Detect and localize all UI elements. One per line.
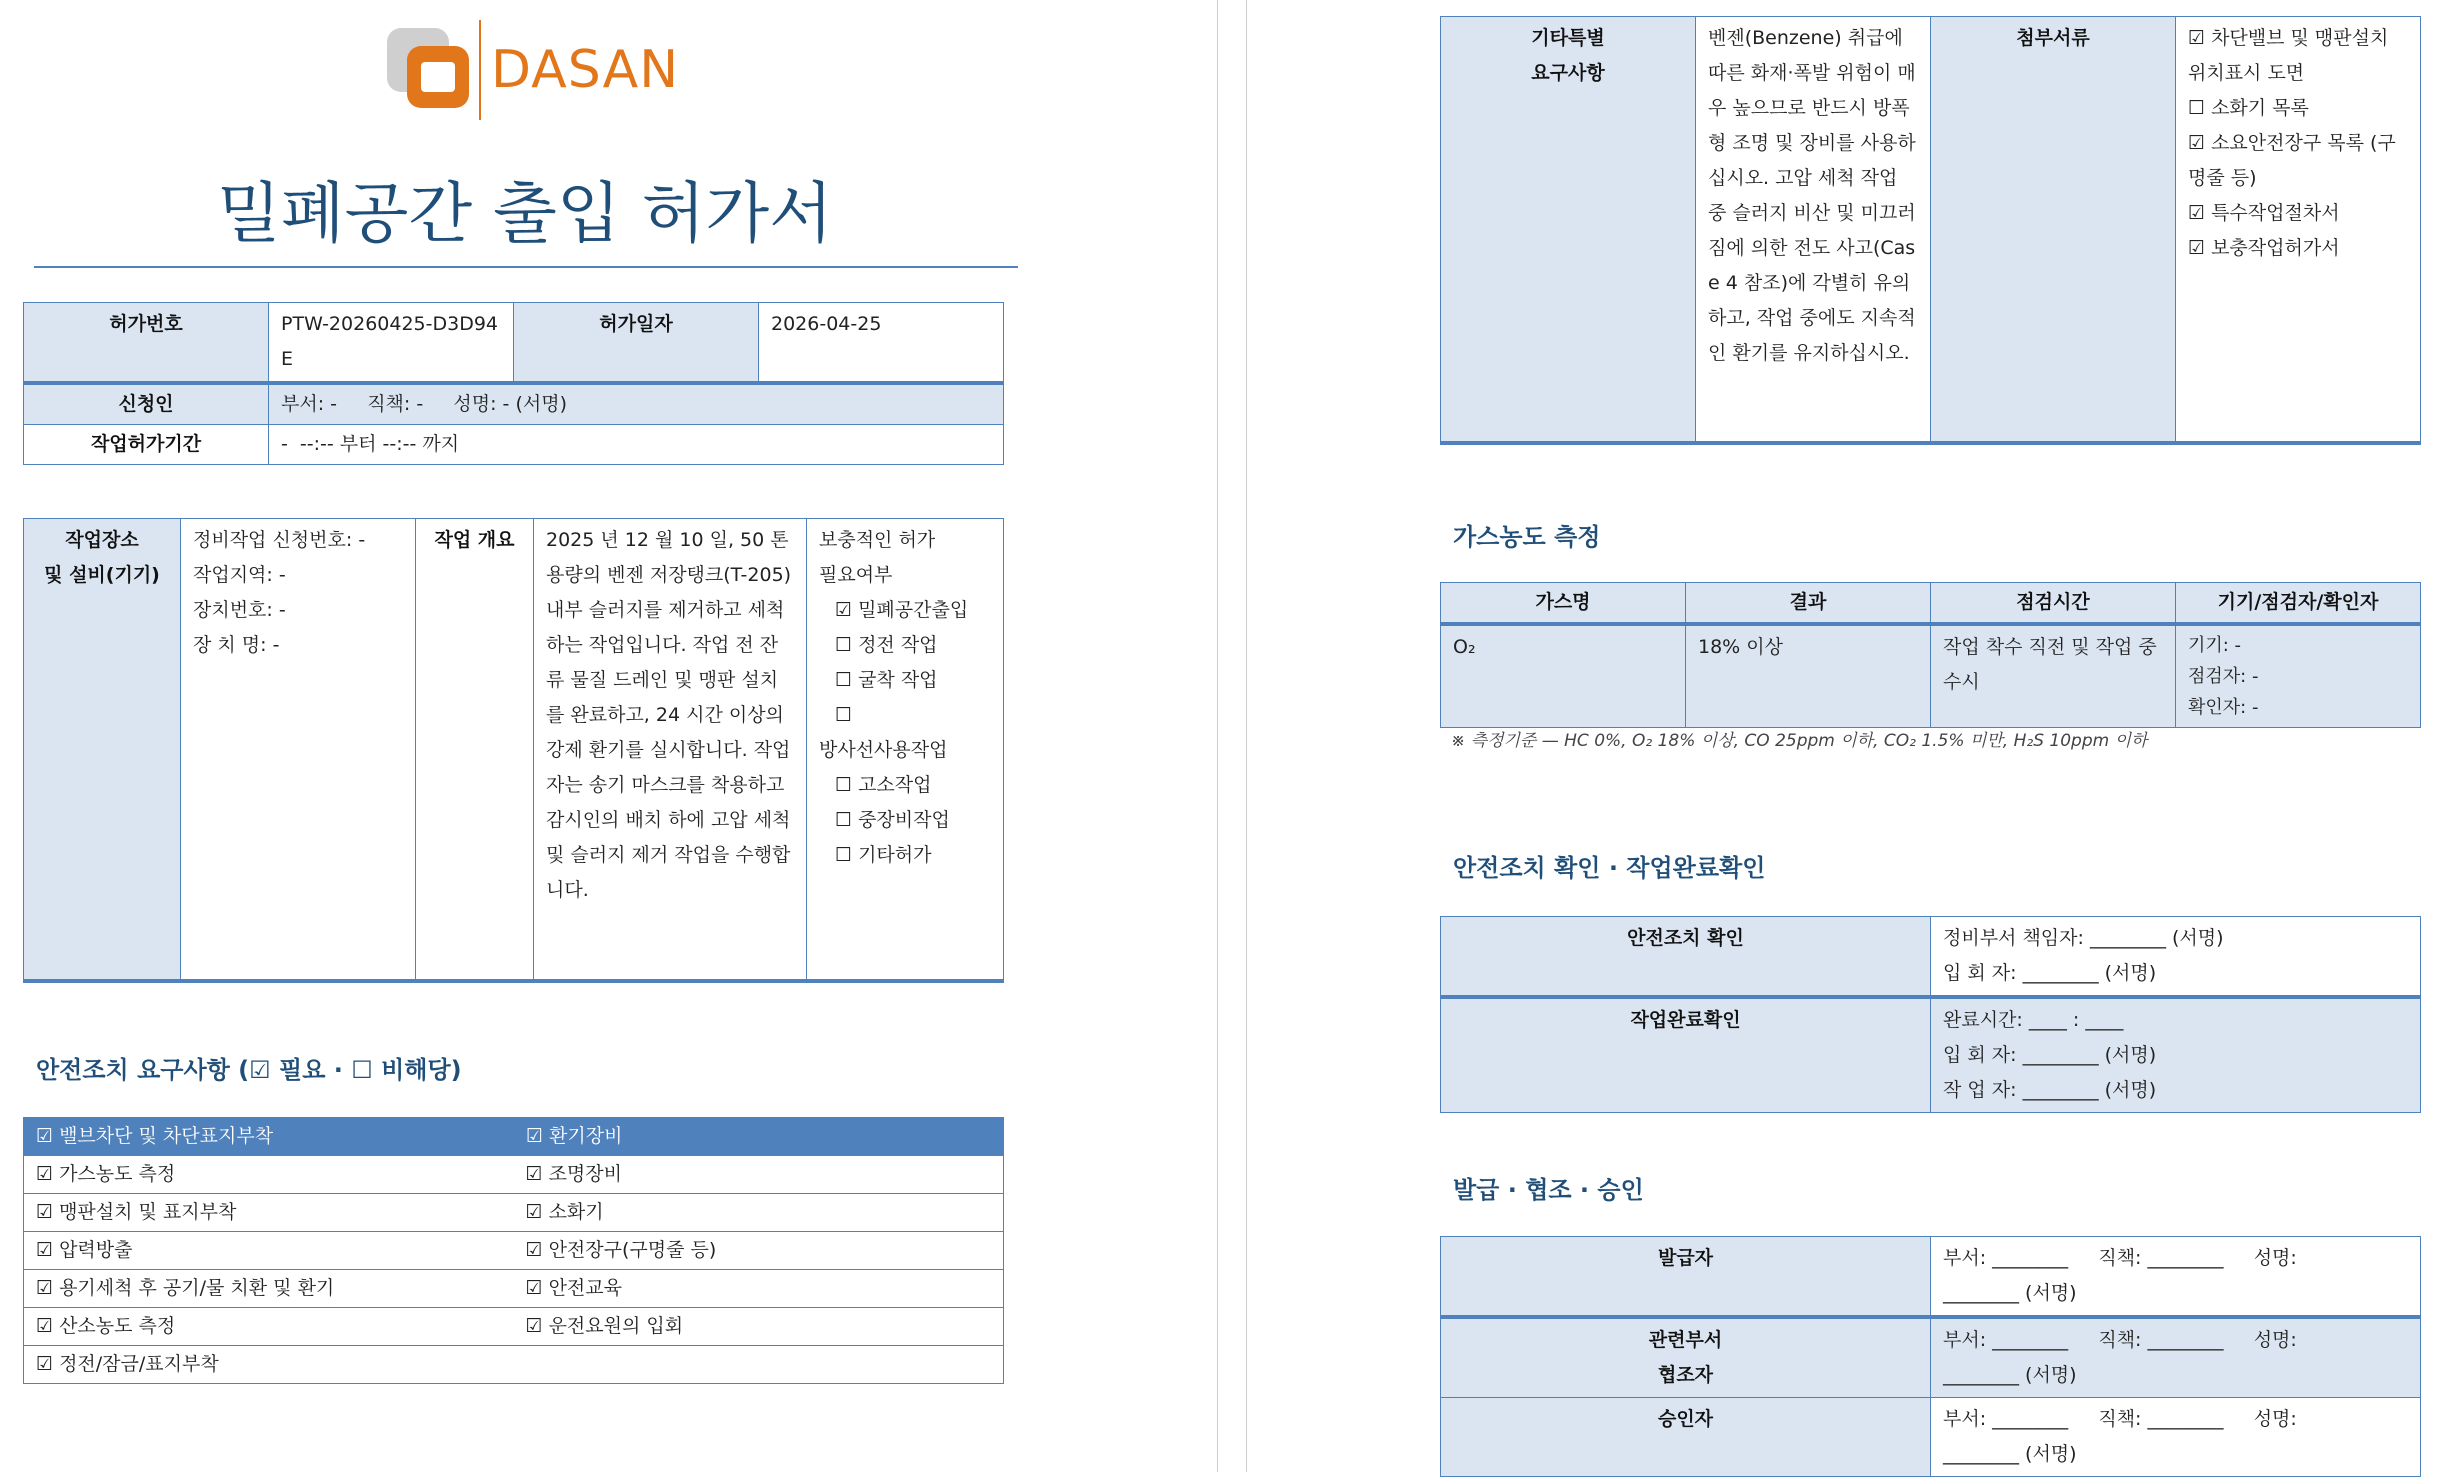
confirm-table <box>1440 916 2421 1113</box>
work-place-line: 장 치 명: - <box>193 634 280 656</box>
safety-item <box>514 1346 1004 1384</box>
work-place-line: 장치번호: - <box>193 599 286 621</box>
extra-permit-item: ☑ 밀폐공간출입 <box>835 599 969 621</box>
attach-item: ☑ 특수작업절차서 <box>2188 202 2340 224</box>
page-gutter <box>1217 0 1247 1472</box>
confirm-section-heading: 안전조치 확인 · 작업완료확인 <box>1453 854 1766 882</box>
work-overview-label: 작업 개요 <box>416 519 534 981</box>
attach-list <box>2176 17 2421 443</box>
extra-permit-item: ☐ 고소작업 <box>835 774 932 796</box>
signature-line: ________ (서명) <box>1943 1282 2077 1304</box>
extra-permit-title-line2: 필요여부 <box>819 564 893 586</box>
extra-permit-item: ☐ 정전 작업 <box>835 634 938 656</box>
applicant-label: 신청인 <box>24 383 269 425</box>
extra-permit-item: ☐ 중장비작업 <box>835 809 950 831</box>
safety-row <box>24 1156 1004 1194</box>
work-place-values <box>181 519 416 981</box>
gas-measurement-table <box>1440 582 2421 728</box>
safety-confirm-lines <box>1931 917 2421 998</box>
safety-item: ☑ 산소농도 측정 <box>24 1308 514 1346</box>
title-divider <box>34 266 1018 268</box>
attach-item: ☑ 소요안전장구 목록 (구명줄 등) <box>2188 132 2396 189</box>
signature-line: 작 업 자: ________ (서명) <box>1943 1079 2157 1101</box>
work-place-label-line2: 및 설비(기기) <box>44 564 160 586</box>
work-place-label <box>24 519 181 981</box>
safety-item: ☑ 맹판설치 및 표지부착 <box>24 1194 514 1232</box>
attach-label: 첨부서류 <box>1931 17 2176 443</box>
safety-item: ☑ 정전/잠금/표지부착 <box>24 1346 514 1384</box>
safety-item: ☑ 압력방출 <box>24 1232 514 1270</box>
permit-no-label: 허가번호 <box>24 303 269 384</box>
safety-confirm-label: 안전조치 확인 <box>1441 917 1931 998</box>
signature-line: 부서: ________ 직책: ________ 성명: <box>1943 1329 2297 1351</box>
permit-date-label: 허가일자 <box>514 303 759 384</box>
gas-time: 작업 착수 직전 및 작업 중 수시 <box>1931 624 2176 728</box>
work-overview-text: 2025 년 12 월 10 일, 50 톤 용량의 벤젠 저장탱크(T-205) 내부 슬러지를 제거하고 세척하는 작업입니다. 작업 전 잔류 물질 드레인 및 맹판 설치를 완료하고, 24 시간 이상의 강제 환기를 실시합니다. 작업자는 송기 마스크를 착용하고 감시인의 배치 하에 고압 세척 및 슬러지 제거 작업을 수행합니다. <box>534 519 807 981</box>
signature-line: 정비부서 책임자: ________ (서명) <box>1943 927 2224 949</box>
issuer-label <box>1441 1237 1931 1318</box>
period-value: - --:-- 부터 --:-- 까지 <box>269 425 1004 465</box>
safety-item: ☑ 소화기 <box>514 1194 1004 1232</box>
cooperator-label-line1: 관련부서 <box>1648 1329 1723 1351</box>
safety-row <box>24 1194 1004 1232</box>
permit-date-value: 2026-04-25 <box>759 303 1004 384</box>
safety-section-heading: 안전조치 요구사항 (☑ 필요 · ☐ 비해당) <box>36 1056 462 1084</box>
signature-line: 입 회 자: ________ (서명) <box>1943 962 2157 984</box>
special-text: 벤젠(Benzene) 취급에 따른 화재·폭발 위험이 매우 높으므로 반드시 방폭형 조명 및 장비를 사용하십시오. 고압 세척 작업 중 슬러지 비산 및 미끄러짐에 의한 전도 사고(Case 4 참조)에 각별히 유의하고, 작업 중에도 지속적인 환기를 유지하십시오. <box>1696 17 1931 443</box>
gas-header: 기기/점검자/확인자 <box>2176 583 2421 625</box>
issue-table <box>1440 1236 2421 1477</box>
approver-label <box>1441 1398 1931 1477</box>
approver-label-line: 승인자 <box>1657 1408 1714 1430</box>
work-place-line: 작업지역: - <box>193 564 286 586</box>
approver-lines <box>1931 1398 2421 1477</box>
safety-item: ☑ 밸브차단 및 차단표지부착 <box>24 1118 514 1156</box>
extra-permit-cell <box>807 519 1004 981</box>
issuer-lines <box>1931 1237 2421 1318</box>
safety-row <box>24 1270 1004 1308</box>
permit-no-value: PTW-20260425-D3D94E <box>269 303 514 384</box>
complete-confirm-lines <box>1931 997 2421 1113</box>
safety-item: ☑ 조명장비 <box>514 1156 1004 1194</box>
logo-mark-icon <box>383 18 493 122</box>
page-edge-left <box>1217 0 1218 1472</box>
safety-item: ☑ 안전장구(구명줄 등) <box>514 1232 1004 1270</box>
signature-line: 완료시간: ____ : ____ <box>1943 1009 2124 1031</box>
gas-inspector-line: 확인자: - <box>2188 697 2259 718</box>
gas-row <box>1441 624 2421 728</box>
permit-info-table <box>23 302 1004 465</box>
page-title: 밀폐공간 출입 허가서 <box>217 175 833 252</box>
gas-inspectors <box>2176 624 2421 728</box>
attach-item: ☑ 차단밸브 및 맹판설치 위치표시 도면 <box>2188 27 2389 84</box>
special-label-line2: 요구사항 <box>1531 62 1605 84</box>
signature-line: 부서: ________ 직책: ________ 성명: <box>1943 1247 2297 1269</box>
applicant-value: 부서: - 직책: - 성명: - (서명) <box>269 383 1004 425</box>
gas-header: 가스명 <box>1441 583 1686 625</box>
period-label: 작업허가기간 <box>24 425 269 465</box>
complete-confirm-label: 작업완료확인 <box>1441 997 1931 1113</box>
cooperator-label <box>1441 1317 1931 1398</box>
dasan-logo <box>383 18 683 122</box>
special-label <box>1441 17 1696 443</box>
gas-section-heading: 가스농도 측정 <box>1453 523 1601 551</box>
issue-section-heading: 발급 · 협조 · 승인 <box>1453 1176 1644 1204</box>
gas-header: 결과 <box>1686 583 1931 625</box>
special-label-line1: 기타특별 <box>1531 27 1605 49</box>
signature-line: ________ (서명) <box>1943 1443 2077 1465</box>
safety-row <box>24 1308 1004 1346</box>
gas-inspector-line: 기기: - <box>2188 635 2242 656</box>
logo-text: DASAN <box>491 40 680 100</box>
signature-line: 입 회 자: ________ (서명) <box>1943 1044 2157 1066</box>
safety-item: ☑ 운전요원의 입회 <box>514 1308 1004 1346</box>
safety-row <box>24 1118 1004 1156</box>
gas-header: 점검시간 <box>1931 583 2176 625</box>
safety-requirements-table <box>23 1117 1004 1384</box>
signature-line: 부서: ________ 직책: ________ 성명: <box>1943 1408 2297 1430</box>
attach-item: ☐ 소화기 목록 <box>2188 97 2309 119</box>
extra-permit-title-line1: 보충적인 허가 <box>819 529 936 551</box>
signature-line: ________ (서명) <box>1943 1364 2077 1386</box>
extra-permit-item: ☐ <box>835 704 853 726</box>
cooperator-lines <box>1931 1317 2421 1398</box>
attach-item: ☑ 보충작업허가서 <box>2188 237 2340 259</box>
gas-name: O₂ <box>1441 624 1686 728</box>
special-requirements-table <box>1440 16 2421 445</box>
page-left <box>0 0 1217 1472</box>
page-right <box>1247 0 2437 1472</box>
extra-permit-item: 방사선사용작업 <box>819 739 948 761</box>
safety-item: ☑ 환기장비 <box>514 1118 1004 1156</box>
safety-row <box>24 1346 1004 1384</box>
safety-item: ☑ 가스농도 측정 <box>24 1156 514 1194</box>
safety-item: ☑ 안전교육 <box>514 1270 1004 1308</box>
gas-criteria-note: ※ 측정기준 — HC 0%, O₂ 18% 이상, CO 25ppm 이하, CO₂ 1.5% 미만, H₂S 10ppm 이하 <box>1451 731 2148 751</box>
work-info-table <box>23 518 1004 983</box>
extra-permit-item: ☐ 굴착 작업 <box>835 669 938 691</box>
safety-item: ☑ 용기세척 후 공기/물 치환 및 환기 <box>24 1270 514 1308</box>
cooperator-label-line2: 협조자 <box>1657 1364 1714 1386</box>
safety-row <box>24 1232 1004 1270</box>
extra-permit-item: ☐ 기타허가 <box>835 844 932 866</box>
gas-result: 18% 이상 <box>1686 624 1931 728</box>
gas-inspector-line: 점검자: - <box>2188 666 2259 687</box>
work-place-label-line1: 작업장소 <box>65 529 139 551</box>
issuer-label-line: 발급자 <box>1657 1247 1714 1269</box>
work-place-line: 정비작업 신청번호: - <box>193 529 366 551</box>
